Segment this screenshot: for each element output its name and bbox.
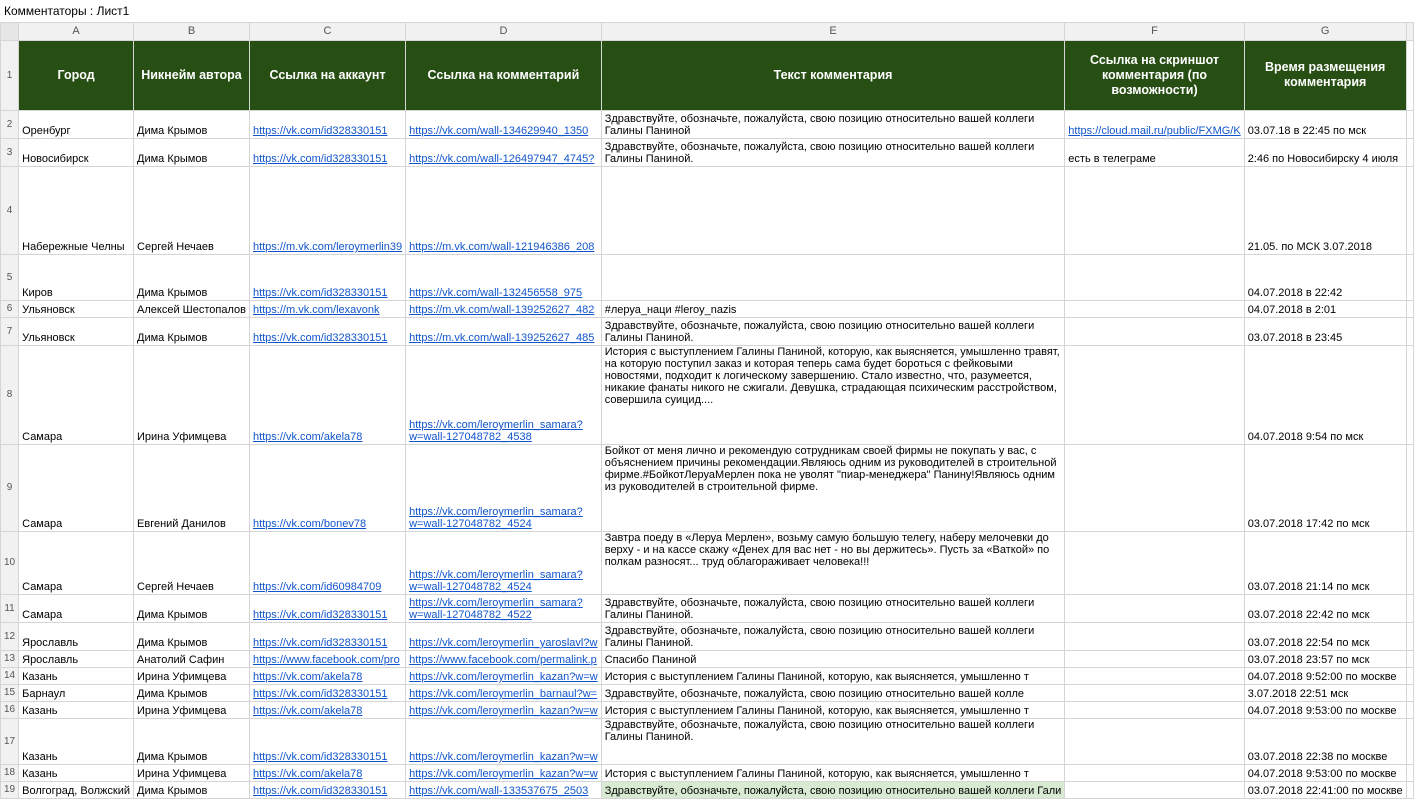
table-row bbox=[1, 668, 1414, 685]
cell-comment-link[interactable]: https://m.vk.com/wall-139252627_485 bbox=[406, 318, 602, 346]
table-row bbox=[1, 685, 1414, 702]
header-cell-screenshot-link[interactable]: Ссылка на скриншот комментария (по возможности) bbox=[1065, 41, 1244, 111]
cell-time[interactable]: 03.07.18 в 22:45 по мск bbox=[1244, 111, 1406, 139]
empty-cell[interactable] bbox=[1406, 111, 1413, 139]
cell-comment-text[interactable]: #леруа_наци #leroy_nazis bbox=[601, 301, 1065, 318]
empty-cell[interactable] bbox=[1406, 167, 1413, 255]
header-cell-nickname[interactable]: Никнейм автора bbox=[134, 41, 250, 111]
cell-account-link[interactable]: https://vk.com/bonev78 bbox=[249, 445, 405, 532]
cell-account-link[interactable]: https://vk.com/id328330151 bbox=[249, 111, 405, 139]
empty-cell[interactable] bbox=[1406, 41, 1413, 111]
cell-comment-link[interactable]: https://vk.com/leroymerlin_samara?w=wall-127048782_4522 bbox=[406, 595, 602, 623]
empty-cell[interactable] bbox=[1406, 765, 1413, 782]
cell-nickname[interactable]: Дима Крымов bbox=[134, 318, 250, 346]
cell-city[interactable]: Ярославль bbox=[19, 623, 134, 651]
cell-screenshot-link[interactable] bbox=[1065, 532, 1244, 595]
cell-comment-text[interactable]: Спасибо Паниной bbox=[601, 651, 1065, 668]
cell-account-link[interactable]: https://vk.com/id60984709 bbox=[249, 532, 405, 595]
cell-account-link[interactable]: https://vk.com/id328330151 bbox=[249, 782, 405, 799]
cell-screenshot-link[interactable] bbox=[1065, 318, 1244, 346]
cell-comment-text[interactable]: История с выступлением Галины Паниной, которую, как выясняется, умышленно т bbox=[601, 765, 1065, 782]
cell-screenshot-link[interactable] bbox=[1065, 301, 1244, 318]
cell-time[interactable]: 03.07.2018 22:41:00 по москве bbox=[1244, 782, 1406, 799]
empty-cell[interactable] bbox=[1406, 255, 1413, 301]
empty-cell[interactable] bbox=[1406, 668, 1413, 685]
cell-comment-link[interactable]: https://vk.com/leroymerlin_samara?w=wall-127048782_4538 bbox=[406, 346, 602, 445]
cell-city[interactable]: Самара bbox=[19, 532, 134, 595]
empty-cell[interactable] bbox=[1406, 595, 1413, 623]
table-row bbox=[1, 346, 1414, 445]
window-title: Комментаторы : Лист1 bbox=[0, 0, 1280, 22]
cell-nickname[interactable]: Дима Крымов bbox=[134, 782, 250, 799]
cell-nickname[interactable]: Ирина Уфимцева bbox=[134, 668, 250, 685]
sheet-table bbox=[0, 22, 1414, 799]
cell-city[interactable]: Казань bbox=[19, 702, 134, 719]
empty-cell[interactable] bbox=[1406, 318, 1413, 346]
cell-time[interactable]: 04.07.2018 9:52:00 по москве bbox=[1244, 668, 1406, 685]
cell-time[interactable]: 04.07.2018 в 2:01 bbox=[1244, 301, 1406, 318]
cell-city[interactable]: Самара bbox=[19, 595, 134, 623]
cell-comment-link[interactable]: https://vk.com/wall-133537675_2503 bbox=[406, 782, 602, 799]
row-number[interactable]: 19 bbox=[1, 782, 19, 799]
cell-account-link[interactable]: https://m.vk.com/leroymerlin39 bbox=[249, 167, 405, 255]
cell-city[interactable]: Набережные Челны bbox=[19, 167, 134, 255]
cell-comment-link[interactable]: https://www.facebook.com/permalink.p bbox=[406, 651, 602, 668]
cell-time[interactable]: 04.07.2018 9:53:00 по москве bbox=[1244, 702, 1406, 719]
cell-account-link[interactable]: https://vk.com/akela78 bbox=[249, 702, 405, 719]
cell-screenshot-link[interactable] bbox=[1065, 702, 1244, 719]
empty-cell[interactable] bbox=[1406, 139, 1413, 167]
cell-comment-text[interactable]: Здравствуйте, обозначьте, пожалуйста, свою позицию относительно вашей коллеги Галины Паниной. bbox=[601, 719, 1065, 765]
cell-comment-link[interactable]: https://vk.com/leroymerlin_barnaul?w= bbox=[406, 685, 602, 702]
cell-city[interactable]: Ульяновск bbox=[19, 301, 134, 318]
row-number[interactable]: 18 bbox=[1, 765, 19, 782]
cell-time[interactable]: 04.07.2018 9:53:00 по москве bbox=[1244, 765, 1406, 782]
cell-screenshot-link[interactable] bbox=[1065, 255, 1244, 301]
empty-cell[interactable] bbox=[1406, 623, 1413, 651]
cell-time[interactable]: 04.07.2018 9:54 по мск bbox=[1244, 346, 1406, 445]
cell-account-link[interactable]: https://www.facebook.com/pro bbox=[249, 651, 405, 668]
cell-screenshot-link[interactable]: есть в телеграме bbox=[1065, 139, 1244, 167]
row-number[interactable]: 8 bbox=[1, 346, 19, 445]
row-number[interactable]: 4 bbox=[1, 167, 19, 255]
cell-comment-link[interactable]: https://vk.com/leroymerlin_kazan?w=w bbox=[406, 668, 602, 685]
row-number[interactable]: 1 bbox=[1, 41, 19, 111]
cell-account-link[interactable]: https://vk.com/akela78 bbox=[249, 765, 405, 782]
cell-city[interactable]: Волгоград, Волжский bbox=[19, 782, 134, 799]
cell-city[interactable]: Киров bbox=[19, 255, 134, 301]
row-number[interactable]: 17 bbox=[1, 719, 19, 765]
header-cell-comment-text[interactable]: Текст комментария bbox=[601, 41, 1065, 111]
cell-comment-text[interactable]: Бойкот от меня лично и рекомендую сотрудникам своей фирмы не покупать у вас, с объяснением причины рекомендации.Являюсь одним из руководителей в строительной фирме.#БойкотЛеруаМерлен пока не уволят "пиар-менеджера" Панину!Являюсь одним из руководителей в строительной фирме. bbox=[601, 445, 1065, 532]
cell-comment-link[interactable]: https://vk.com/leroymerlin_kazan?w=w bbox=[406, 719, 602, 765]
column-header-extra[interactable] bbox=[1406, 23, 1413, 41]
table-row bbox=[1, 532, 1414, 595]
cell-account-link[interactable]: https://m.vk.com/lexavonk bbox=[249, 301, 405, 318]
table-row bbox=[1, 301, 1414, 318]
cell-city[interactable]: Самара bbox=[19, 346, 134, 445]
row-number[interactable]: 2 bbox=[1, 111, 19, 139]
cell-city[interactable]: Барнаул bbox=[19, 685, 134, 702]
table-row bbox=[1, 782, 1414, 799]
table-row bbox=[1, 651, 1414, 668]
column-header-e[interactable]: E bbox=[601, 23, 1065, 41]
cell-nickname[interactable]: Анатолий Сафин bbox=[134, 651, 250, 668]
table-row bbox=[1, 765, 1414, 782]
cell-comment-link[interactable]: https://m.vk.com/wall-139252627_482 bbox=[406, 301, 602, 318]
row-number[interactable]: 6 bbox=[1, 301, 19, 318]
cell-account-link[interactable]: https://vk.com/id328330151 bbox=[249, 623, 405, 651]
select-all-corner[interactable] bbox=[1, 23, 19, 41]
cell-time[interactable]: 03.07.2018 в 23:45 bbox=[1244, 318, 1406, 346]
cell-comment-text[interactable] bbox=[601, 255, 1065, 301]
cell-comment-text[interactable] bbox=[601, 167, 1065, 255]
cell-screenshot-link[interactable] bbox=[1065, 595, 1244, 623]
cell-comment-link[interactable]: https://vk.com/leroymerlin_samara?w=wall-127048782_4524 bbox=[406, 532, 602, 595]
empty-cell[interactable] bbox=[1406, 301, 1413, 318]
cell-nickname[interactable]: Евгений Данилов bbox=[134, 445, 250, 532]
cell-account-link[interactable]: https://vk.com/akela78 bbox=[249, 346, 405, 445]
cell-city[interactable]: Самара bbox=[19, 445, 134, 532]
cell-nickname[interactable]: Сергей Нечаев bbox=[134, 532, 250, 595]
cell-account-link[interactable]: https://vk.com/id328330151 bbox=[249, 685, 405, 702]
row-number[interactable]: 9 bbox=[1, 445, 19, 532]
empty-cell[interactable] bbox=[1406, 685, 1413, 702]
cell-account-link[interactable]: https://vk.com/akela78 bbox=[249, 668, 405, 685]
cell-comment-link[interactable]: https://vk.com/leroymerlin_samara?w=wall-127048782_4524 bbox=[406, 445, 602, 532]
table-row bbox=[1, 318, 1414, 346]
cell-screenshot-link[interactable] bbox=[1065, 765, 1244, 782]
cell-comment-text[interactable]: История с выступлением Галины Паниной, которую, как выясняется, умышленно т bbox=[601, 702, 1065, 719]
empty-cell[interactable] bbox=[1406, 346, 1413, 445]
cell-nickname[interactable]: Дима Крымов bbox=[134, 595, 250, 623]
cell-screenshot-link[interactable] bbox=[1065, 668, 1244, 685]
cell-comment-text[interactable]: Здравствуйте, обозначьте, пожалуйста, свою позицию относительно вашей коллеги Галины Паниной bbox=[601, 111, 1065, 139]
cell-city[interactable]: Казань bbox=[19, 719, 134, 765]
cell-comment-link[interactable]: https://vk.com/leroymerlin_kazan?w=w bbox=[406, 702, 602, 719]
table-row bbox=[1, 623, 1414, 651]
row-number[interactable]: 3 bbox=[1, 139, 19, 167]
header-cell-city[interactable]: Город bbox=[19, 41, 134, 111]
cell-time[interactable]: 03.07.2018 21:14 по мск bbox=[1244, 532, 1406, 595]
cell-time[interactable]: 03.07.2018 23:57 по мск bbox=[1244, 651, 1406, 668]
cell-nickname[interactable]: Дима Крымов bbox=[134, 111, 250, 139]
cell-nickname[interactable]: Ирина Уфимцева bbox=[134, 346, 250, 445]
table-row bbox=[1, 167, 1414, 255]
cell-screenshot-link[interactable] bbox=[1065, 782, 1244, 799]
row-number[interactable]: 11 bbox=[1, 595, 19, 623]
cell-comment-link[interactable]: https://m.vk.com/wall-121946386_208 bbox=[406, 167, 602, 255]
empty-cell[interactable] bbox=[1406, 782, 1413, 799]
cell-account-link[interactable]: https://vk.com/id328330151 bbox=[249, 255, 405, 301]
cell-time[interactable]: 3.07.2018 22:51 мск bbox=[1244, 685, 1406, 702]
row-number[interactable]: 5 bbox=[1, 255, 19, 301]
empty-cell[interactable] bbox=[1406, 445, 1413, 532]
cell-nickname[interactable]: Сергей Нечаев bbox=[134, 167, 250, 255]
table-row bbox=[1, 719, 1414, 765]
cell-city[interactable]: Ульяновск bbox=[19, 318, 134, 346]
table-row bbox=[1, 595, 1414, 623]
cell-city[interactable]: Казань bbox=[19, 668, 134, 685]
cell-screenshot-link[interactable] bbox=[1065, 346, 1244, 445]
cell-screenshot-link[interactable] bbox=[1065, 445, 1244, 532]
column-header-row bbox=[1, 23, 1414, 41]
column-header-b[interactable]: B bbox=[134, 23, 250, 41]
cell-comment-text[interactable]: Здравствуйте, обозначьте, пожалуйста, свою позицию относительно вашей коллеги Галины Паниной. bbox=[601, 318, 1065, 346]
cell-account-link[interactable]: https://vk.com/id328330151 bbox=[249, 139, 405, 167]
empty-cell[interactable] bbox=[1406, 719, 1413, 765]
column-header-c[interactable]: C bbox=[249, 23, 405, 41]
header-cell-comment-link[interactable]: Ссылка на комментарий bbox=[406, 41, 602, 111]
cell-screenshot-link[interactable]: https://cloud.mail.ru/public/FXMG/K bbox=[1065, 111, 1244, 139]
cell-comment-text[interactable]: Завтра поеду в «Леруа Мерлен», возьму самую большую телегу, наберу мелочевки до верху - и на кассе скажу «Денех для вас нет - но вы держитесь». Пусть за «Ваткой» по полкам разносят... труд облагораживает человека!!! bbox=[601, 532, 1065, 595]
table-row bbox=[1, 255, 1414, 301]
cell-screenshot-link[interactable] bbox=[1065, 167, 1244, 255]
header-cell-account-link[interactable]: Ссылка на аккаунт bbox=[249, 41, 405, 111]
cell-nickname[interactable]: Дима Крымов bbox=[134, 719, 250, 765]
cell-time[interactable]: 21.05. по МСК 3.07.2018 bbox=[1244, 167, 1406, 255]
cell-screenshot-link[interactable] bbox=[1065, 719, 1244, 765]
table-row bbox=[1, 139, 1414, 167]
cell-screenshot-link[interactable] bbox=[1065, 651, 1244, 668]
empty-cell[interactable] bbox=[1406, 532, 1413, 595]
column-header-f[interactable]: F bbox=[1065, 23, 1244, 41]
cell-nickname[interactable]: Дима Крымов bbox=[134, 139, 250, 167]
cell-comment-text[interactable]: История с выступлением Галины Паниной, которую, как выясняется, умышленно травят, на которую поступил заказ и которая теперь сама будет бороться с фейковыми новостями, подходит к логическому завершению. Стало известно, что, разумеется, никакие фанаты никого не сжигали. Девушка, страдающая психическим расстройством, совершила суицид.... bbox=[601, 346, 1065, 445]
cell-nickname[interactable]: Ирина Уфимцева bbox=[134, 765, 250, 782]
cell-time[interactable]: 2:46 по Новосибирску 4 июля bbox=[1244, 139, 1406, 167]
spreadsheet-grid[interactable] bbox=[0, 22, 1403, 803]
cell-time[interactable]: 03.07.2018 22:38 по москве bbox=[1244, 719, 1406, 765]
cell-comment-link[interactable]: https://vk.com/wall-126497947_4745? bbox=[406, 139, 602, 167]
cell-city[interactable]: Новосибирск bbox=[19, 139, 134, 167]
row-number[interactable]: 16 bbox=[1, 702, 19, 719]
empty-cell[interactable] bbox=[1406, 702, 1413, 719]
cell-account-link[interactable]: https://vk.com/id328330151 bbox=[249, 595, 405, 623]
cell-nickname[interactable]: Ирина Уфимцева bbox=[134, 702, 250, 719]
cell-comment-text[interactable]: Здравствуйте, обозначьте, пожалуйста, свою позицию относительно вашей коллеги Галины Паниной. bbox=[601, 139, 1065, 167]
cell-comment-text-selected[interactable]: Здравствуйте, обозначьте, пожалуйста, свою позицию относительно вашей коллеги Гали bbox=[601, 782, 1065, 799]
row-number[interactable]: 15 bbox=[1, 685, 19, 702]
row-number[interactable]: 7 bbox=[1, 318, 19, 346]
column-header-d[interactable]: D bbox=[406, 23, 602, 41]
cell-comment-link[interactable]: https://vk.com/wall-134629940_1350 bbox=[406, 111, 602, 139]
table-row bbox=[1, 111, 1414, 139]
cell-time[interactable]: 03.07.2018 22:54 по мск bbox=[1244, 623, 1406, 651]
cell-nickname[interactable]: Дима Крымов bbox=[134, 685, 250, 702]
cell-account-link[interactable]: https://vk.com/id328330151 bbox=[249, 318, 405, 346]
cell-screenshot-link[interactable] bbox=[1065, 623, 1244, 651]
row-number[interactable]: 12 bbox=[1, 623, 19, 651]
empty-cell[interactable] bbox=[1406, 651, 1413, 668]
row-number[interactable]: 13 bbox=[1, 651, 19, 668]
column-header-a[interactable]: A bbox=[19, 23, 134, 41]
cell-comment-link[interactable]: https://vk.com/leroymerlin_kazan?w=w bbox=[406, 765, 602, 782]
table-row bbox=[1, 445, 1414, 532]
cell-comment-text[interactable]: Здравствуйте, обозначьте, пожалуйста, свою позицию относительно вашей коллеги Галины Паниной. bbox=[601, 595, 1065, 623]
cell-comment-text[interactable]: История с выступлением Галины Паниной, которую, как выясняется, умышленно т bbox=[601, 668, 1065, 685]
cell-city[interactable]: Ярославль bbox=[19, 651, 134, 668]
cell-comment-text[interactable]: Здравствуйте, обозначьте, пожалуйста, свою позицию относительно вашей колле bbox=[601, 685, 1065, 702]
cell-time[interactable]: 03.07.2018 22:42 по мск bbox=[1244, 595, 1406, 623]
cell-comment-link[interactable]: https://vk.com/wall-132456558_975 bbox=[406, 255, 602, 301]
cell-city[interactable]: Казань bbox=[19, 765, 134, 782]
cell-screenshot-link[interactable] bbox=[1065, 685, 1244, 702]
cell-comment-link[interactable]: https://vk.com/leroymerlin_yaroslavl?w bbox=[406, 623, 602, 651]
column-header-g[interactable]: G bbox=[1244, 23, 1406, 41]
header-cell-time[interactable]: Время размещения комментария bbox=[1244, 41, 1406, 111]
cell-nickname[interactable]: Алексей Шестопалов bbox=[134, 301, 250, 318]
cell-comment-text[interactable]: Здравствуйте, обозначьте, пожалуйста, свою позицию относительно вашей коллеги Галины Паниной. bbox=[601, 623, 1065, 651]
cell-time[interactable]: 04.07.2018 в 22:42 bbox=[1244, 255, 1406, 301]
table-row bbox=[1, 702, 1414, 719]
row-number[interactable]: 14 bbox=[1, 668, 19, 685]
cell-time[interactable]: 03.07.2018 17:42 по мск bbox=[1244, 445, 1406, 532]
cell-nickname[interactable]: Дима Крымов bbox=[134, 623, 250, 651]
cell-account-link[interactable]: https://vk.com/id328330151 bbox=[249, 719, 405, 765]
row-number[interactable]: 10 bbox=[1, 532, 19, 595]
header-row bbox=[1, 41, 1414, 111]
cell-nickname[interactable]: Дима Крымов bbox=[134, 255, 250, 301]
cell-city[interactable]: Оренбург bbox=[19, 111, 134, 139]
